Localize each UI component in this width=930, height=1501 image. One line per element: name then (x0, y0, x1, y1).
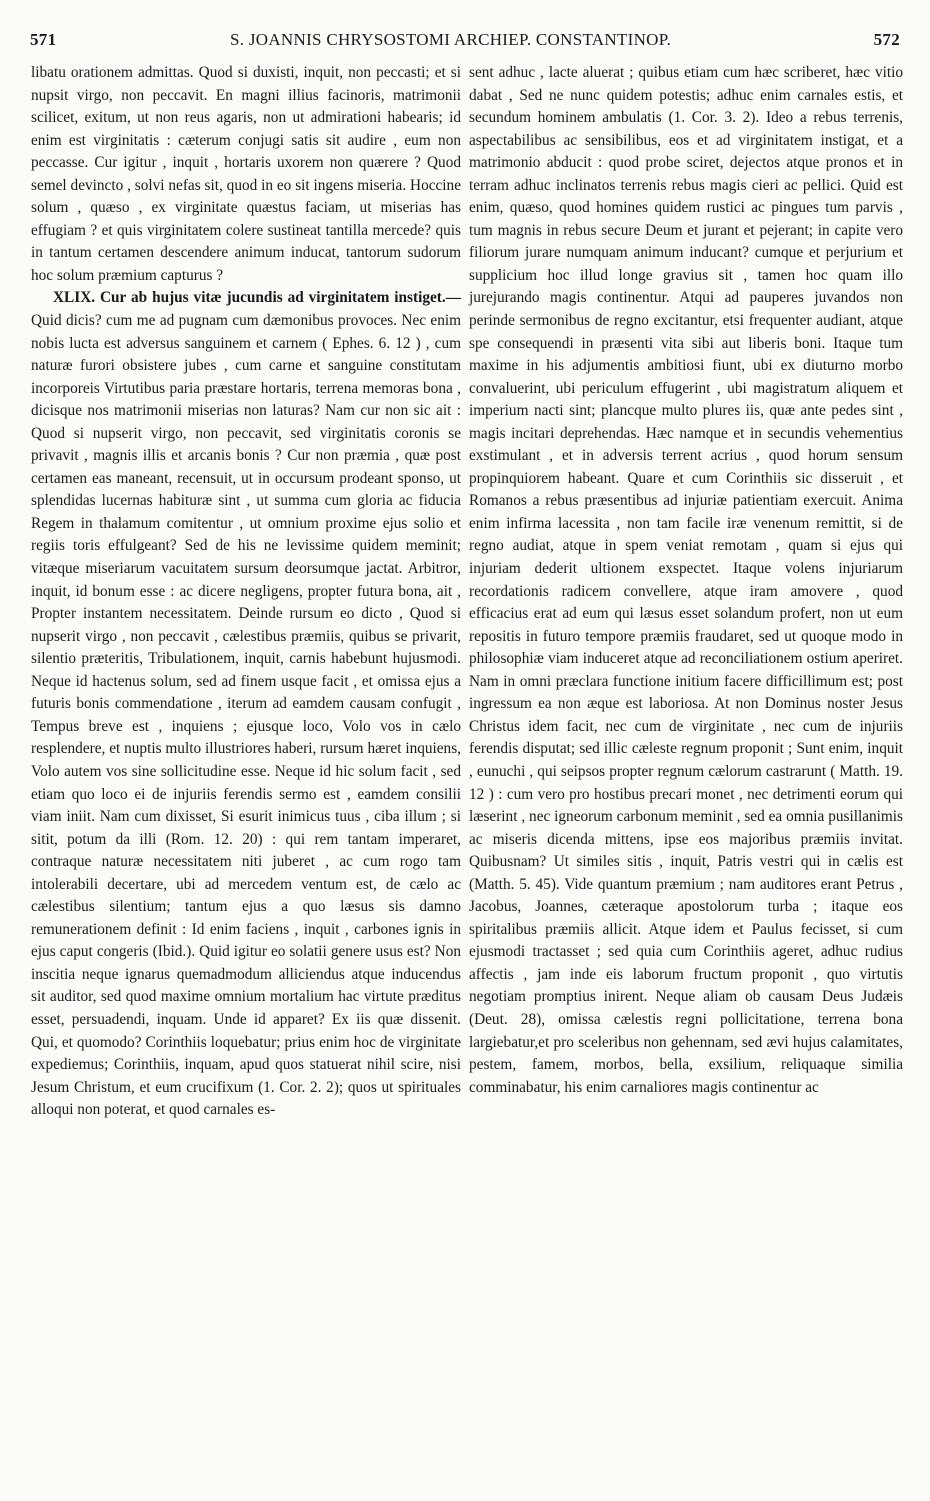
running-header (30, 30, 900, 56)
paragraph: libatu orationem admittas. Quod si duxisti, inquit, non peccasti; et si nupsit virgo, non peccavit. En magni illius facinoris, matrimonii scilicet, exitum, ut non reus agaris, non ut admirationi habearis; id enim est virginitatis : cæterum conjugi satis sit audire , eum non peccasse. Cur igitur , inquit , hortaris uxorem non quærere ? Quod semel devincto , solvi nefas sit, quod in eo sit ingens miseria. Hoccine solum , quæso , ex virginitate quæstus faciam, ut miserias has effugiam ? et quis virginitatem colere sustineat tantilla mercede? quis in tantum certamen descendere animum inducat, tantorum sudorum hoc solum præmium capturus ? (31, 64, 461, 284)
page-number-left: 571 (30, 30, 57, 49)
page-number-right: 572 (873, 30, 900, 49)
section-heading: XLIX. Cur ab hujus vitæ jucundis ad virginitatem instiget.— (53, 289, 461, 307)
paragraph: sent adhuc , lacte aluerat ; quibus etiam cum hæc scriberet, hæc vitio dabat , Sed ne nunc quidem potestis; adhuc enim carnales estis, et secundum hominem ambulatis (1. Cor. 3. 2). Ideo a rebus terrenis, aspectabilibus ac sensibilibus, eos et ad virginitatem instigat, et a matrimonio abducit : quod probe sciret, dejectos atque pronos et in terram adhuc inclinatos terrenis rebus magis cieri ac pellici. Quid est enim, quæso, quod homines quidem rustici ac pingues tum parvis , tum magnis in rebus secure Deum et jurant et pejerant; in capite vero filiorum jurare numquam animum inducant? cumque et perjurium et supplicium hoc illud longe gravius sit , tamen hoc quam illo jurejurando magis continentur. Atqui ad pauperes juvandos non perinde sermonibus de regno excitantur, etsi frequenter audiant, atque spe consequendi in præsenti vita sibi aut liberis boni. Itaque tum maxime in his adjumentis ambitiosi fiunt, ubi ex diuturno morbo convaluerint, ubi periculum effugerint , ubi magistratum aliquem et imperium nacti sint; plancque multo plures iis, quæ ante pedes sint , magis incitari deprehendas. Hæc namque et in secundis vehementius exstimulant , et in adversis terrent acrius , quod horum sensum propinquiorem habeant. Quare et cum Corinthiis sic disseruit , et Romanos a rebus præsentibus ad injuriæ patientiam exercuit. Anima enim infirma lacessita , non tam facile iræ venenum remittit, si de regno audiat, atque in spem veniat remotam , quam si ejus qui injuriam dederit ultionem exspectet. Itaque volens injuriarum recordationis radicem convellere, atque iram amovere , quod efficacius erat ad eum qui læsus esset solandum profert, non ut eum repositis in futuro tempore præmiis fraudaret, sed ut quoque modo in philosophiæ viam induceret atque ad reconciliationem ostium aperiret. Nam in omni præclara functione initium facere difficillimum est; post ingressum ea non æque est laboriosa. At non Dominus noster Jesus Christus idem facit, nec cum de virginitate , nec cum de injuriis ferendis disputat; sed illic cæleste regnum proponit ; Sunt enim, inquit , eunuchi , qui seipsos propter regnum cælorum castrarunt ( Matth. 19. 12 ) : cum vero pro hostibus precari monet , nec detrimenti eorum qui læserint , nec igneorum carbonum meminit , sed ea omnia pusillanimis ac miseris dicenda mittens, ipse eos majoribus præmiis invitat. Quibusnam? Ut similes sitis , inquit, Patris vestri qui in cælis est (Matth. 5. 45). Vide quantum præmium ; nam auditores erant Petrus , Jacobus, Joannes, cæteraque apostolorum turba ; itaque eos spiritalibus præmiis allicit. Atque idem et Paulus fecisset, si cum ejusmodi tractasset ; sed quia cum Corinthiis ageret, adhuc rudius affectis , jam inde eis laborum fructum proponit , quo virtutis negotiam promptius inirent. Neque aliam ob causam Deus Judæis (Deut. 28), omissa cælestis regni pollicitatione, terrena bona largiebatur,et pro sceleribus non gehennam, sed ævi hujus calamitates, pestem, famem, morbos, bella, exsilium, reliquaque similia comminabatur, his enim carnaliores magis continentur ac (469, 64, 903, 1096)
left-column (31, 62, 461, 1122)
paragraph-text: Quid dicis? cum me ad pugnam cum dæmonibus provoces. Nec enim nobis lucta est adversus sanguinem et carnem ( Ephes. 6. 12 ) , cum naturæ furori obsistere jubes , cum carne et sanguine constitutam incorporeis Virtutibus paria præstare hortaris, terrena memoras bona , dicisque nos matrimonii miserias non laturas? Nam cur non sic ait : Quod si nupserit virgo, non peccavit, sed virginitatis coronis se privavit , magnis illis et arcanis bonis ? Cur non præmia , quæ post certamen eas maneant, recensuit, ut in occursum prodeant sponso, ut splendidas lucernas habituræ sint , ut summa cum gloria ac fiducia Regem in thalamum comitentur , ut omnium proxime ejus solio et regiis toris effulgeant? Sed de his ne levissime quidem meminit; vitæque miseriarum vacuitatem sursum deorsumque jactat. Arbitror, inquit, id bonum esse : ac dicere negligens, propter futura bona, ait , Propter instantem necessitatem. Deinde rursum eo dicto , Quod si nupserit virgo , non peccavit , cælestibus præmiis, quibus se privarit, silentio præteritis, Tribulationem, inquit, carnis habebunt hujusmodi. Neque id hactenus solum, sed ad finem usque facit , et omissa ejus a futuris bonis commendatione , iterum ad eamdem causam confugit , Tempus breve est , inquiens ; ejusque loco, Volo vos in cælo resplendere, et nuptis multo illustriores haberi, rursum hæret inquiens, Volo autem vos sine sollicitudine esse. Neque id hic solum facit , sed etiam quo loco ei de injuriis ferendis sermo est , eamdem consilii viam iniit. Nam cum dixisset, Si esurit inimicus tuus , ciba illum ; si sitit, potum da illi (Rom. 12. 20) : qui rem tantam imperaret, contraque naturæ necessitatem niti juberet , ac cum rogo tam intolerabili decertare, ubi ad mercedem ventum est, de cælo ac cælestibus silentium; tantum ejus a quo læsus sis damno remunerationem definit : Id enim faciens , inquit , carbones ignis in ejus caput congeris (Ibid.). Quid igitur eo solatii genere usus est? Non inscitia neque ignarus quemadmodum alliciendus atque inducendus sit auditor, sed quod maxime omnium mortalium hac virtute præditus esset, persuadendi, inquam. Unde id apparet? Ex iis quæ dissenit. Qui, et quomodo? Corinthiis loquebatur; prius enim hoc de virginitate expediemus; Corinthiis, inquam, apud quos statuerat nihil scire, nisi Jesum Christum, et eum crucifixum (1. Cor. 2. 2); quos ut spirituales alloqui non poterat, et quod carnales es- (31, 312, 461, 1119)
running-title: S. JOANNIS CHRYSOSTOMI ARCHIEP. CONSTANTINOP. (230, 30, 672, 49)
right-column (469, 62, 903, 1099)
paragraph (31, 287, 461, 1121)
